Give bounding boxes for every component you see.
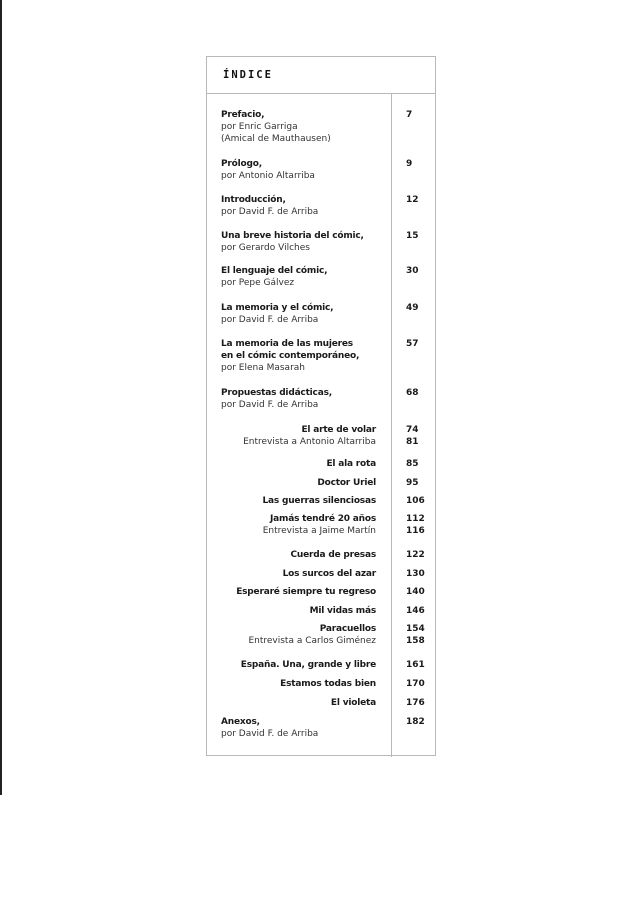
entry-subtitle: por Elena Masarah — [221, 363, 305, 373]
entry-title: Estamos todas bien — [280, 679, 376, 689]
toc-header — [207, 57, 435, 94]
page-number: 106 — [406, 496, 425, 506]
page-number: 95 — [406, 478, 419, 488]
entry-title: Jamás tendré 20 años — [270, 514, 376, 524]
page-number: 74 — [406, 425, 419, 435]
toc-title: ÍNDICE — [223, 69, 273, 81]
entry-title: El ala rota — [326, 459, 376, 469]
entry-subtitle: por David F. de Arriba — [221, 315, 319, 325]
entry-subtitle: por Pepe Gálvez — [221, 278, 295, 288]
page-number: 130 — [406, 569, 425, 579]
entry-title: Las guerras silenciosas — [262, 496, 376, 506]
page-number: 57 — [406, 339, 419, 349]
page-number: 158 — [406, 636, 425, 646]
page-number: 68 — [406, 388, 419, 398]
entry-title: Prólogo, — [221, 159, 262, 169]
entry-title: Doctor Uriel — [317, 478, 376, 488]
entry-subtitle: por David F. de Arriba — [221, 400, 319, 410]
page-number: 12 — [406, 195, 419, 205]
entry-title: Esperaré siempre tu regreso — [236, 587, 376, 597]
entry-subtitle: Entrevista a Carlos Giménez — [248, 636, 376, 646]
entry-title: en el cómic contemporáneo, — [221, 351, 360, 361]
entry-title: España. Una, grande y libre — [240, 660, 376, 670]
page-number: 122 — [406, 550, 425, 560]
page-number: 85 — [406, 459, 419, 469]
page-number: 140 — [406, 587, 425, 597]
entry-subtitle: por Enric Garriga — [221, 122, 298, 132]
entry-title: Propuestas didácticas, — [221, 388, 332, 398]
entry-title: Paracuellos — [319, 624, 376, 634]
entry-title: Anexos, — [221, 717, 260, 727]
entry-subtitle: por David F. de Arriba — [221, 207, 319, 217]
page-number: 176 — [406, 698, 425, 708]
page-number: 9 — [406, 159, 413, 169]
table-of-contents — [206, 56, 436, 756]
entry-title: El violeta — [330, 698, 376, 708]
page-number: 112 — [406, 514, 425, 524]
page-number: 7 — [406, 110, 413, 120]
entry-title: Prefacio, — [221, 110, 265, 120]
entry-subtitle: por David F. de Arriba — [221, 729, 319, 739]
page-number: 182 — [406, 717, 425, 727]
page-edge-line — [0, 0, 2, 795]
page-number: 161 — [406, 660, 425, 670]
entry-title: Mil vidas más — [309, 606, 376, 616]
entry-title: La memoria y el cómic, — [221, 303, 334, 313]
entry-subtitle: Entrevista a Antonio Altarriba — [243, 437, 376, 447]
entry-title: La memoria de las mujeres — [221, 339, 353, 349]
page-number: 30 — [406, 266, 419, 276]
entry-title: Una breve historia del cómic, — [221, 231, 364, 241]
entry-title: El lenguaje del cómic, — [221, 266, 328, 276]
page-number: 49 — [406, 303, 419, 313]
entry-subtitle: por Antonio Altarriba — [221, 171, 315, 181]
entry-subtitle: (Amical de Mauthausen) — [221, 134, 331, 144]
entry-subtitle: Entrevista a Jaime Martín — [262, 526, 376, 536]
page-number: 154 — [406, 624, 425, 634]
entry-title: Introducción, — [221, 195, 286, 205]
page-number: 146 — [406, 606, 425, 616]
page-number: 81 — [406, 437, 419, 447]
entry-title: Cuerda de presas — [290, 550, 376, 560]
entry-title: El arte de volar — [301, 425, 376, 435]
entry-subtitle: por Gerardo Vilches — [221, 243, 310, 253]
toc-entries — [207, 94, 435, 757]
page-number: 116 — [406, 526, 425, 536]
page-number: 170 — [406, 679, 425, 689]
entry-title: Los surcos del azar — [282, 569, 376, 579]
page-number: 15 — [406, 231, 419, 241]
